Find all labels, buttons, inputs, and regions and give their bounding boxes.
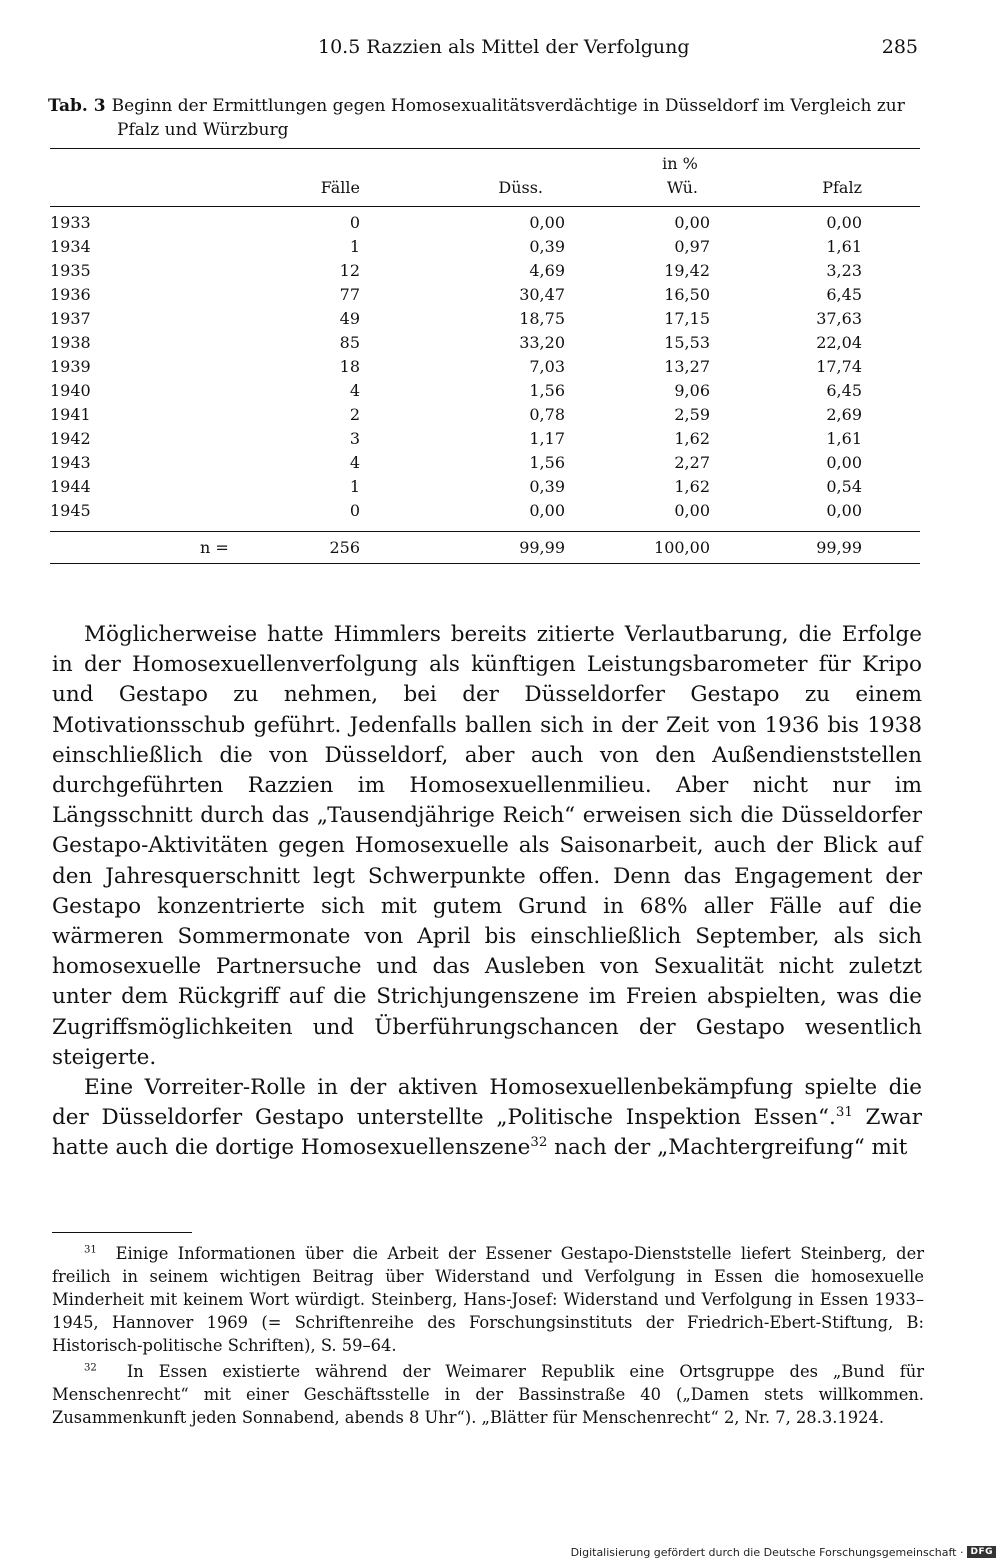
cell-wue: 1,62 [674,429,710,448]
cell-pfalz: 6,45 [826,381,862,400]
table-caption [48,94,928,142]
cell-pfalz: 0,00 [826,453,862,472]
cell-pfalz: 1,61 [826,237,862,256]
paragraph-2-part-a: Eine Vorreiter-Rolle in der aktiven Homosexuellenbekämpfung spielte die der Düsseldorfer Gestapo unterstellte „Politische Inspektion Essen“. [52,1075,922,1131]
cell-duess: 1,56 [529,381,565,400]
table-top-rule [50,148,920,149]
cell-wue: 15,53 [664,333,710,352]
cell-pfalz: 17,74 [816,357,862,376]
footnote-31-text: Einige Informationen über die Arbeit der Essener Gestapo-Dienststelle liefert Steinberg, der freilich in seinem wichtigen Beitrag über Widerstand und Verfolgung in Essen die homosexuelle Minderheit mit keinem Wort würdigt. Steinberg, Hans-Josef: Widerstand und Verfolgung in Essen 1933–1945, Hannover 1969 (= Schriftenreihe des Forschungsinstituts der Friedrich-Ebert-Stiftung, B: Historisch-politische Schriften), S. 59–64. [52,1244,924,1355]
cell-year: 1940 [50,381,91,400]
cell-faelle: 49 [339,309,360,328]
footnote-separator [52,1232,192,1233]
table-row [50,307,920,331]
cell-wue: 1,62 [674,477,710,496]
cell-wue: 9,06 [674,381,710,400]
paragraph-2 [52,1073,922,1164]
cell-year: 1935 [50,261,91,280]
dfg-logo: DFG [967,1546,996,1558]
cell-pfalz: 1,61 [826,429,862,448]
running-title: 10.5 Razzien als Mittel der Verfolgung [318,36,690,58]
footnote-32 [52,1360,924,1429]
cell-duess: 0,00 [529,213,565,232]
footnote-31-number: 31 [84,1244,97,1256]
cell-duess: 30,47 [519,285,565,304]
cell-wue: 13,27 [664,357,710,376]
cell-year: 1934 [50,237,91,256]
page-number: 285 [881,36,918,58]
footnote-ref-31: 31 [835,1105,853,1121]
table-bottom-rule [50,563,920,564]
cell-faelle: 4 [349,453,360,472]
cell-faelle: 4 [349,381,360,400]
cell-year: 1941 [50,405,91,424]
table-row [50,403,920,427]
cell-wue: 2,59 [674,405,710,424]
cell-faelle: 2 [349,405,360,424]
cell-wue: 0,00 [674,213,710,232]
cell-pfalz: 37,63 [816,309,862,328]
column-header-pfalz: Pfalz [822,178,862,197]
cell-duess: 7,03 [529,357,565,376]
cell-pfalz: 0,54 [826,477,862,496]
table-header [50,154,920,204]
cell-duess: 18,75 [519,309,565,328]
cell-year: 1945 [50,501,91,520]
cell-duess: 4,69 [529,261,565,280]
table-label: Tab. 3 [48,96,106,116]
table-row [50,451,920,475]
footnote-32-text: In Essen existierte während der Weimarer Republik eine Ortsgruppe des „Bund für Menschenrecht“ mit einer Geschäftsstelle in der Bassinstraße 40 („Damen stets willkommen. Zusammenkunft jeden Sonnabend, abends 8 Uhr“). „Blätter für Menschenrecht“ 2, Nr. 7, 28.3.1924. [52,1362,924,1427]
cell-year: 1936 [50,285,91,304]
cell-pfalz: 6,45 [826,285,862,304]
cell-pfalz: 22,04 [816,333,862,352]
paragraph-2-part-b: Zwar hatte auch die dortige Homosexuellenszene [52,1105,922,1161]
table-row [50,259,920,283]
table-row [50,427,920,451]
total-label: n = [200,538,229,557]
total-duess: 99,99 [519,538,565,557]
credit-text: Digitalisierung gefördert durch die Deutsche Forschungsgemeinschaft · [570,1545,964,1559]
total-wue: 100,00 [654,538,710,557]
table-body [50,211,920,523]
table-total-row [50,535,920,561]
cell-year: 1944 [50,477,91,496]
cell-duess: 0,78 [529,405,565,424]
cell-faelle: 3 [349,429,360,448]
paragraph-1: Möglicherweise hatte Himmlers bereits zitierte Verlautbarung, die Erfolge in der Homosexuellenverfolgung als künftigen Leistungsbarometer für Kripo und Gestapo zu nehmen, bei der Düsseldorfer Gestapo zu einem Motivationsschub geführt. Jedenfalls ballen sich in der Zeit von 1936 bis 1938 einschließlich die von Düsseldorf, aber auch von den Außendienststellen durchgeführten Razzien im Homosexuellenmilieu. Aber nicht nur im Längsschnitt durch das „Tausendjährige Reich“ erweisen sich die Düsseldorfer Gestapo-Aktivitäten gegen Homosexuelle als Saisonarbeit, auch der Blick auf den Jahresquerschnitt legt Schwerpunkte offen. Denn das Engagement der Gestapo konzentrierte sich mit gutem Grund in 68% aller Fälle auf die wärmeren Sommermonate von April bis einschließlich September, als sich homosexuelle Partnersuche und das Ausleben von Sexualität nicht zuletzt unter dem Rückgriff auf die Strichjungenszene im Freien abspielten, was die Zugriffsmöglichkeiten und Überführungschancen der Gestapo wesentlich steigerte. [52,622,922,1070]
cell-wue: 19,42 [664,261,710,280]
cell-faelle: 77 [339,285,360,304]
cell-wue: 17,15 [664,309,710,328]
footnote-31 [52,1242,924,1357]
cell-wue: 0,00 [674,501,710,520]
table-header-rule [50,206,920,207]
cell-faelle: 1 [349,477,360,496]
cell-wue: 16,50 [664,285,710,304]
cell-duess: 0,39 [529,477,565,496]
column-header-duess: Düss. [498,178,543,197]
header-group-label: in % [662,154,698,173]
cell-duess: 33,20 [519,333,565,352]
total-faelle: 256 [329,538,360,557]
column-header-wue: Wü. [666,178,698,197]
table-row [50,499,920,523]
cell-pfalz: 0,00 [826,213,862,232]
table-row [50,475,920,499]
cell-wue: 0,97 [674,237,710,256]
cell-pfalz: 3,23 [826,261,862,280]
cell-duess: 0,39 [529,237,565,256]
cell-wue: 2,27 [674,453,710,472]
table-total-rule [50,531,920,532]
cell-year: 1937 [50,309,91,328]
cell-year: 1943 [50,453,91,472]
paragraph-2-part-c: nach der „Machtergreifung“ mit [547,1135,908,1161]
footnote-32-number: 32 [84,1362,97,1374]
body-text [52,620,922,1164]
caption-line-1: Beginn der Ermittlungen gegen Homosexualitätsverdächtige in Düsseldorf im Vergleich zur [111,96,905,116]
cell-faelle: 0 [349,501,360,520]
cell-duess: 1,17 [529,429,565,448]
cell-year: 1933 [50,213,91,232]
table-row [50,379,920,403]
cell-faelle: 1 [349,237,360,256]
cell-pfalz: 0,00 [826,501,862,520]
cell-year: 1939 [50,357,91,376]
cell-faelle: 12 [339,261,360,280]
table-row [50,235,920,259]
cell-faelle: 85 [339,333,360,352]
cell-year: 1942 [50,429,91,448]
cell-duess: 1,56 [529,453,565,472]
table-row [50,355,920,379]
footnote-ref-32: 32 [530,1135,548,1151]
caption-line-2: Pfalz und Würzburg [117,120,289,140]
digitization-credit [571,1541,1000,1563]
cell-pfalz: 2,69 [826,405,862,424]
cell-faelle: 18 [339,357,360,376]
cell-duess: 0,00 [529,501,565,520]
cell-year: 1938 [50,333,91,352]
cell-faelle: 0 [349,213,360,232]
column-header-faelle: Fälle [320,178,360,197]
footnotes [52,1242,924,1429]
table-row [50,283,920,307]
running-head [0,36,1000,66]
table-row [50,211,920,235]
total-pfalz: 99,99 [816,538,862,557]
table-row [50,331,920,355]
